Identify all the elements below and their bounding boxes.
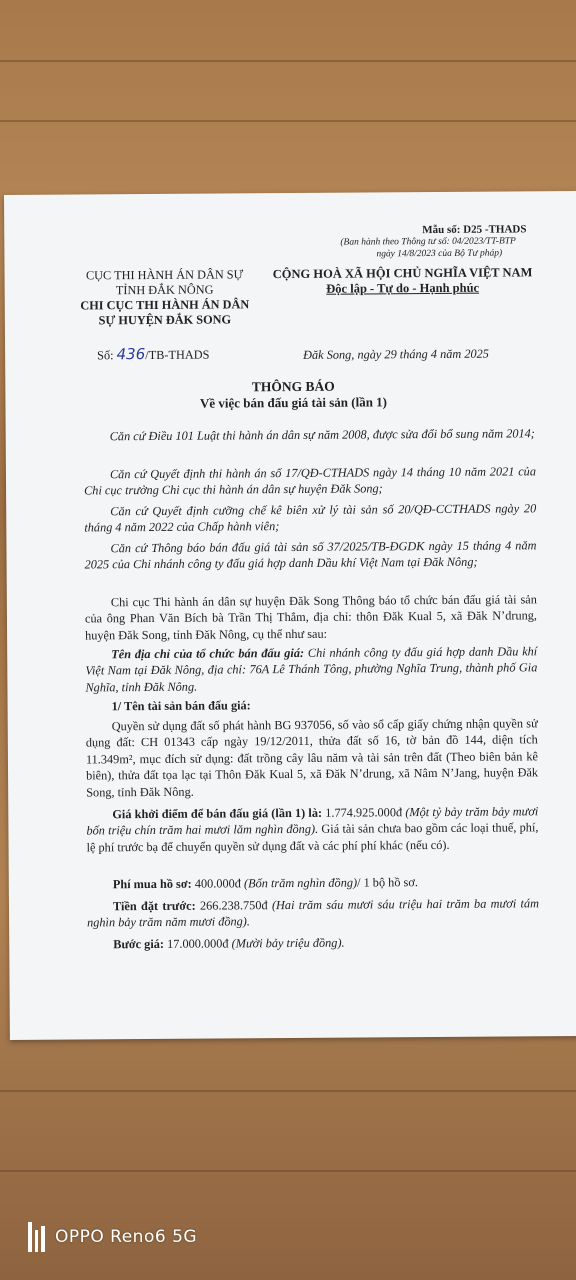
deposit-words: (Hai trăm sáu mươi sáu triệu hai trăm ba mươi tám nghìn bảy trăm năm mươi đồng).: [87, 896, 540, 930]
basis-4: Căn cứ Thông báo bán đấu giá tài sản số 37/2025/TB-ĐGDK ngày 15 tháng 4 năm 2025 của Chi nhánh công ty đấu giá hợp danh Dầu khí Việt Nam tại Đăk Nông;: [84, 538, 537, 572]
step-label: Bước giá:: [113, 936, 165, 952]
step-amount: 17.000.000đ: [166, 936, 229, 951]
organizer-label: Tên địa chỉ của tổ chức bán đấu giá:: [111, 645, 305, 662]
document-number: [97, 346, 209, 364]
fee-amount: 400.000đ: [194, 876, 241, 891]
organizer-paragraph: [85, 643, 537, 695]
camera-logo-icon: [28, 1222, 45, 1252]
deposit-label: Tiền đặt trước:: [112, 898, 196, 914]
agency-line-2: TỈNH ĐẮK NÔNG: [115, 282, 214, 298]
fee-rest: / 1 bộ hồ sơ.: [357, 875, 418, 890]
price-amount: 1.774.925.000đ: [325, 805, 403, 820]
basis-2: Căn cứ Quyết định thi hành án số 17/QĐ-CTHADS ngày 14 tháng 10 năm 2021 của Chi cục trưởng Chi cục thi hành án dân sự huyện Đăk Song;: [84, 464, 536, 498]
document-page: [4, 191, 576, 1040]
form-note-2: ngày 14/8/2023 của Bộ Tư pháp): [376, 248, 503, 260]
doc-no-handwritten: 436: [116, 345, 146, 364]
organizer-value: Chi nhánh công ty đấu giá hợp danh Dầu khí Việt Nam tại Đăk Nông, địa chỉ: 76A Lê Thánh Tông, phường Nghĩa Trung, thành phố Gia Nghĩa, tỉnh Đăk Nông.: [85, 644, 538, 695]
price-rest: Giá tài sản chưa bao gồm các loại thuế, phí, lệ phí trước bạ để chuyển quyền sử dụng đất và các phí phí khác (nếu có).: [86, 820, 539, 855]
doc-no-prefix: Số:: [97, 348, 114, 363]
doc-no-suffix: /TB-THADS: [145, 347, 210, 363]
asset-description: Quyền sử dụng đất số phát hành BG 937056, số vào sổ cấp giấy chứng nhận quyền sử dụng đất: CH 01343 cấp ngày 19/12/2011, thửa đất số 16, tờ bản đồ 144, diện tích 11.349m², mục đích sử dụng: đất trồng cây lâu năm và tài sản trên đất (Theo biên bản kê biên), thửa đất tọa lạc tại Thôn Đăk Kual 5, xã Đăk N’drung, xã Nâm N’Jang, huyện Đăk Song, tỉnh Đăk Nông.: [85, 716, 539, 800]
intro-paragraph: Chi cục Thi hành án dân sự huyện Đăk Song Thông báo tổ chức bán đấu giá tài sản của ông Phan Văn Bích bà Trần Thị Thắm, địa chỉ: thôn Đăk Kual 5, xã Đăk N’drung, huyện Đăk Song, tỉnh Đăk Nông, cụ thể như sau:: [84, 592, 537, 643]
step-words: (Mười bảy triệu đồng).: [231, 935, 345, 951]
starting-price-paragraph: [86, 803, 538, 855]
nation-header: [259, 265, 547, 297]
place-date: Đăk Song, ngày 29 tháng 4 năm 2025: [303, 346, 489, 362]
fee-paragraph: [87, 873, 539, 893]
form-code: Mẫu số: D25 -THADS: [422, 223, 527, 237]
agency-line-1: CỤC THI HÀNH ÁN DÂN SỰ: [85, 267, 244, 283]
agency-line-3: CHI CỤC THI HÀNH ÁN DÂN: [80, 297, 250, 313]
document-subtitle: Về việc bán đấu giá tài sản (lần 1): [199, 394, 388, 411]
asset-heading: 1/ Tên tài sản bán đấu giá:: [111, 698, 251, 714]
fee-words: (Bốn trăm nghìn đồng): [243, 875, 358, 891]
nation-line-1: CỘNG HOÀ XÃ HỘI CHỦ NGHĨA VIỆT NAM: [272, 265, 533, 282]
deposit-amount: 266.238.750đ: [199, 898, 268, 913]
basis-3: Căn cứ Quyết định cưỡng chế kê biên xử lý tài sản số 20/QĐ-CCTHADS ngày 20 tháng 4 năm 2022 của Chấp hành viên;: [84, 501, 537, 535]
agency-line-4: SỰ HUYỆN ĐẮK SONG: [98, 312, 232, 328]
agency-header: [45, 267, 285, 329]
fee-label: Phí mua hồ sơ:: [112, 876, 192, 892]
basis-1: Căn cứ Điều 101 Luật thi hành án dân sự năm 2008, được sửa đổi bổ sung năm 2014;: [109, 426, 535, 444]
camera-watermark: [28, 1222, 197, 1252]
document-title: THÔNG BÁO: [251, 378, 335, 395]
price-words: (Một tỷ bảy trăm bảy mươi bốn triệu chín trăm hai mươi lăm nghìn đồng).: [86, 804, 539, 838]
price-step-paragraph: [87, 933, 539, 953]
price-label: Giá khởi điểm để bán đấu giá (lần 1) là:: [112, 805, 323, 822]
deposit-paragraph: [87, 895, 539, 931]
form-note-1: (Ban hành theo Thông tư số: 04/2023/TT-BTP: [340, 236, 516, 248]
watermark-text: OPPO Reno6 5G: [55, 1227, 198, 1247]
nation-line-2: Độc lập - Tự do - Hạnh phúc: [326, 280, 480, 296]
